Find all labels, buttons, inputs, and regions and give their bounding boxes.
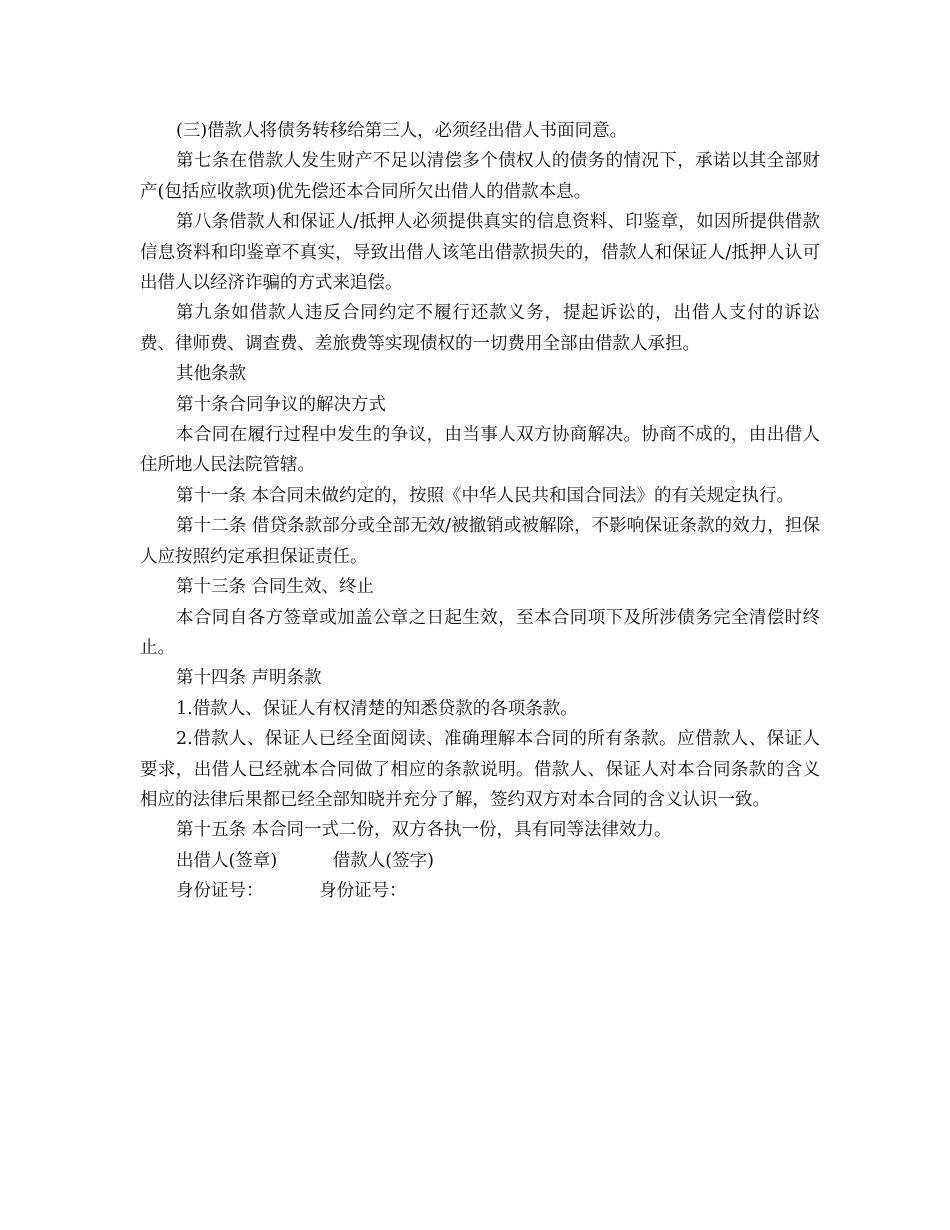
paragraph-declaration-1: 1.借款人、保证人有权清楚的知悉贷款的各项条款。: [176, 698, 578, 719]
contract-body: [140, 116, 820, 907]
paragraph-effectiveness: 本合同自各方签章或加盖公章之日起生效，至本合同项下及所涉债务完全清偿时终止。: [140, 607, 820, 658]
paragraph-article-7: 第七条在借款人发生财产不足以清偿多个债权人的债务的情况下，承诺以其全部财产(包括应收款项)优先偿还本合同所欠出借人的借款本息。: [140, 151, 820, 202]
paragraph-article-11: 第十一条 本合同未做约定的，按照《中华人民共和国合同法》的有关规定执行。: [176, 485, 795, 506]
paragraph-article-12: 第十二条 借贷条款部分或全部无效/被撤销或被解除，不影响保证条款的效力，担保人应按照约定承担保证责任。: [140, 516, 820, 567]
id-number-row: [140, 876, 820, 906]
paragraph-debt-transfer: (三)借款人将债务转移给第三人，必须经出借人书面同意。: [176, 121, 628, 141]
signature-row: [140, 846, 820, 876]
heading-other-terms: 其他条款: [176, 364, 246, 385]
paragraph-article-9: 第九条如借款人违反合同约定不履行还款义务，提起诉讼的，出借人支付的诉讼费、律师费、调查费、差旅费等实现债权的一切费用全部由借款人承担。: [140, 303, 820, 354]
lender-signature-label: 出借人(签章): [176, 850, 278, 871]
borrower-id-label: 身份证号：: [319, 881, 407, 902]
borrower-signature-label: 借款人(签字): [332, 850, 434, 871]
heading-article-10: 第十条合同争议的解决方式: [176, 394, 386, 415]
paragraph-dispute-resolution: 本合同在履行过程中发生的争议，由当事人双方协商解决。协商不成的，由出借人住所地人民法院管辖。: [140, 425, 820, 476]
paragraph-article-15: 第十五条 本合同一式二份，双方各执一份，具有同等法律效力。: [176, 820, 672, 841]
heading-article-13: 第十三条 合同生效、终止: [176, 577, 375, 598]
paragraph-article-8: 第八条借款人和保证人/抵押人必须提供真实的信息资料、印鉴章，如因所提供借款信息资料和印鉴章不真实，导致出借人该笔出借款损失的，借款人和保证人/抵押人认可出借人以经济诈骗的方式来追偿。: [140, 212, 820, 294]
lender-id-label: 身份证号：: [176, 881, 264, 902]
paragraph-declaration-2: 2.借款人、保证人已经全面阅读、准确理解本合同的所有条款。应借款人、保证人要求，出借人已经就本合同做了相应的条款说明。借款人、保证人对本合同条款的含义相应的法律后果都已经全部知晓并充分了解，签约双方对本合同的含义认识一致。: [140, 729, 820, 810]
heading-article-14: 第十四条 声明条款: [176, 668, 322, 689]
